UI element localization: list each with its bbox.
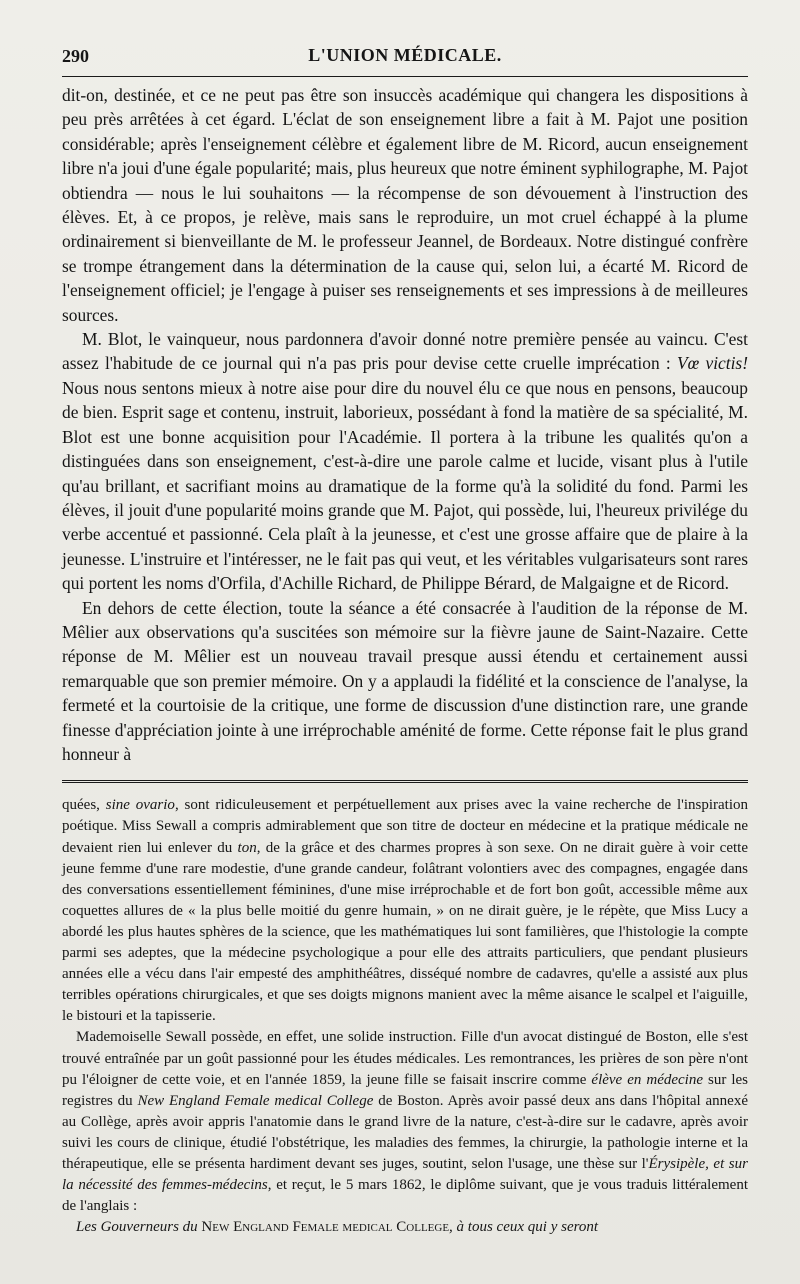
paragraph-2-part-b: Nous nous sentons mieux à notre aise pour dire du nouvel élu ce que nous en pensons, beaucoup de bien. Esprit sage et contenu, instruit, laborieux, possédant à fond la matière de sa spécialité, M. Blot est une bonne acquisition pour l'Académie. Il portera à la tribune les qualités qu'on a distinguées dans son enseignement, c'est-à-dire une parole calme et lucide, visant plus à l'utile qu'au brillant, et sacrifiant moins au dramatique de la forme qu'à la solidité du fond. Parmi les élèves, il jouit d'une popularité moins grande que M. Pajot, qui possède, lui, l'heureux privilége du verbe accentué et passionné. Cela plaît à la jeunesse, et c'est une grosse affaire que de plaire à la jeunesse. L'instruire et l'intéresser, ne le fait pas qui veut, et les véritables vulgarisateurs sont rares qui portent les noms d'Orfila, d'Achille Richard, de Philippe Bérard, de Malgaigne et de Ricord. — [62, 377, 748, 594]
main-text — [62, 83, 748, 766]
page-number: 290 — [62, 46, 89, 66]
footnote-1-part-a: quées, — [62, 797, 106, 814]
thesis-title: Érysipèle, et sur la nécessité des femmes-médecins — [62, 1155, 748, 1194]
college-name: New England Female medical College — [137, 1092, 374, 1109]
footnote-paragraph-3 — [62, 1217, 748, 1238]
footnote-paragraph-1 — [62, 795, 748, 1027]
footnote-2-part-c: de Boston. Après avoir passé deux ans dans l'hôpital annexé au Collège, après avoir appris l'anatomie dans le grand livre de la nature, c'est-à-dire sur le cadavre, après avoir suivi les cours de clinique, étudié l'obstétrique, les maladies des femmes, la chirurgie, la pathologie interne et la thérapeutique, elle se présenta hardiment devant ses juges, soutint, selon l'usage, une thèse sur l' — [62, 1092, 748, 1172]
sine-ovario-phrase: sine ovario — [105, 797, 175, 814]
footnote-2-part-b: sur les registres du — [62, 1071, 748, 1109]
footnote-3-part-b: , à tous ceux qui y seront — [449, 1219, 599, 1236]
footnote-divider — [62, 780, 748, 785]
footnote-1-part-c: , de la grâce et des charmes propres à son sexe. On ne dirait guère à voir cette jeune femme d'une rare modestie, d'une grande candeur, folâtrant volontiers avec des compagnes, engagée dans des conversations essentiellement féminines, d'une mise irréprochable et de fort bon goût, accessible même aux coquettes allures de « la plus belle moitié du genre humain, » on ne dirait guère, je le répète, que Miss Lucy a abordé les plus hautes sphères de la science, que les mathématiques lui sont familières, que l'histologie la compte parmi ses adeptes, que la médecine psychologique a pour elle des attraits particuliers, que pendant plusieurs années elle a vécu dans l'air empesté des amphithéâtres, disséqué nombre de cadavres, qu'elle a assisté aux plus terribles opérations chirurgicales, et que ses doigts mignons manient avec la même aisance le scalpel et l'aiguille, le bistouri et la tapisserie. — [62, 839, 748, 1025]
eleve-phrase: élève en médecine — [591, 1071, 703, 1088]
page-header — [62, 42, 748, 77]
footnote-1-part-b: , sont ridiculeusement et perpétuellement aux prises avec la vaine recherche de l'inspiration poétique. Miss Sewall a compris admirablement que son titre de docteur en médecine et la pratique médicale ne devaient rien lui enlever du — [62, 797, 749, 856]
paragraph-1: dit-on, destinée, et ce ne peut pas être son insuccès académique qui changera les dispositions à peu près arrêtées à cet égard. L'éclat de son enseignement libre a fait à M. Pajot une position considérable; après l'enseignement célèbre et également libre de M. Ricord, aucun enseignement libre n'a joui d'une égale popularité; mais, plus heureux que notre éminent syphilographe, M. Pajot obtiendra — nous le lui souhaitons — la récompense de son dévouement à l'instruction des élèves. Et, à ce propos, je relève, mais sans le reproduire, un mot cruel échappé à la plume ordinairement si bienveillante de M. le professeur Jeannel, de Bordeaux. Notre distingué confrère se trompe étrangement dans la détermination de la cause qui, selon lui, a écarté M. Ricord de l'enseignement officiel; je l'engage à puiser ses renseignements et ses impressions à de meilleures sources. — [62, 85, 748, 325]
paragraph-2-part-a: M. Blot, le vainqueur, nous pardonnera d'avoir donné notre première pensée au vaincu. C'est assez l'habitude de ce journal qui n'a pas pris pour devise cette cruelle imprécation : — [62, 329, 748, 374]
college-name-small-caps: New England Female medical College — [201, 1219, 450, 1236]
footnote-2-part-d: , et reçut, le 5 mars 1862, le diplôme suivant, que je vous traduis littéralement de l'anglais : — [62, 1177, 748, 1215]
footnote-3-part-a: Les Gouverneurs du — [76, 1219, 202, 1236]
paragraph-3: En dehors de cette élection, toute la séance a été consacrée à l'audition de la réponse de M. Mêlier aux observations qu'a suscitées son mémoire sur la fièvre jaune de Saint-Nazaire. Cette réponse de M. Mêlier est un nouveau travail presque aussi étendu et certainement aussi remarquable que son premier mémoire. On y a applaudi la fidélité et la conscience de l'analyse, la fermeté et la courtoisie de la critique, une forme de discussion d'une distinction rare, une grande finesse d'appréciation jointe à une irréprochable aménité de forme. Cette réponse fait le plus grand honneur à — [62, 597, 748, 764]
footnote-2-part-a: Mademoiselle Sewall possède, en effet, une solide instruction. Fille d'un avocat distingué de Boston, elle s'est trouvé entraînée par un goût passionné pour les études médicales. Les remontrances, les prières de son père n'ont pu l'éloigner de cette voie, et en l'année 1859, la jeune fille se faisait inscrire comme — [62, 1029, 748, 1088]
footnote-paragraph-2 — [62, 1027, 748, 1217]
paragraph-2 — [62, 327, 748, 595]
footnote-section — [62, 795, 748, 1238]
vae-victis-phrase: Vœ victis! — [677, 353, 748, 374]
running-title: L'UNION MÉDICALE. — [308, 45, 502, 65]
ton-word: ton — [237, 839, 257, 856]
